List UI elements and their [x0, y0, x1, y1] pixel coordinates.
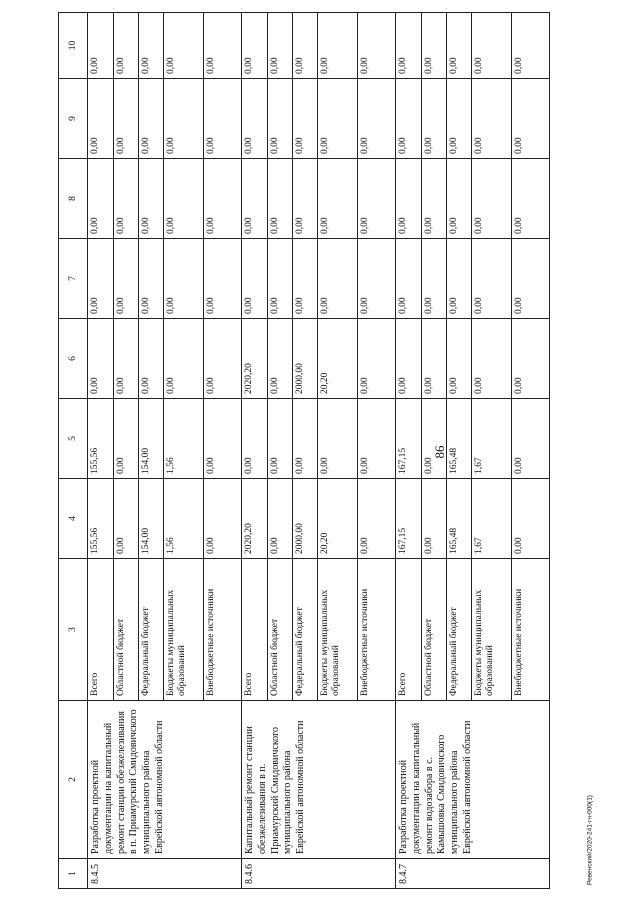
value-cell: 0,00	[447, 159, 472, 239]
value-cell: 0,00	[204, 13, 242, 79]
value-cell: 165,48	[447, 399, 472, 479]
value-cell: 0,00	[512, 239, 550, 319]
item-code: 8.4.5	[88, 859, 242, 889]
value-cell: 0,00	[293, 239, 318, 319]
column-header: 4	[59, 479, 88, 559]
value-cell: 0,00	[318, 159, 358, 239]
column-header: 1	[59, 859, 88, 889]
value-cell: 0,00	[88, 319, 114, 399]
value-cell: 1,56	[164, 399, 204, 479]
table-header-row	[59, 13, 88, 889]
value-cell: 0,00	[268, 159, 293, 239]
value-cell: 0,00	[358, 479, 396, 559]
table-body	[88, 13, 550, 889]
value-cell: 0,00	[422, 13, 447, 79]
value-cell: 0,00	[114, 479, 139, 559]
value-cell: 0,00	[422, 479, 447, 559]
column-header: 7	[59, 239, 88, 319]
value-cell: 155,56	[88, 399, 114, 479]
funding-source: Бюджеты муниципальных образований	[164, 559, 204, 701]
value-cell: 0,00	[396, 79, 422, 159]
value-cell: 0,00	[88, 159, 114, 239]
value-cell: 0,00	[512, 79, 550, 159]
column-header: 10	[59, 13, 88, 79]
value-cell: 0,00	[447, 319, 472, 399]
value-cell: 1,67	[472, 399, 512, 479]
table-container	[58, 13, 532, 889]
funding-source: Всего	[88, 559, 114, 701]
value-cell: 0,00	[164, 159, 204, 239]
value-cell: 0,00	[358, 399, 396, 479]
table-row	[88, 13, 114, 889]
funding-source: Областной бюджет	[114, 559, 139, 701]
value-cell: 0,00	[88, 13, 114, 79]
funding-source: Бюджеты муниципальных образований	[318, 559, 358, 701]
value-cell: 0,00	[422, 399, 447, 479]
value-cell: 0,00	[472, 319, 512, 399]
item-code: 8.4.7	[396, 859, 550, 889]
value-cell: 0,00	[204, 319, 242, 399]
value-cell: 0,00	[318, 239, 358, 319]
value-cell: 0,00	[447, 13, 472, 79]
funding-source: Внебюджетные источники	[358, 559, 396, 701]
column-header: 6	[59, 319, 88, 399]
value-cell: 0,00	[139, 159, 164, 239]
value-cell: 20,20	[318, 319, 358, 399]
value-cell: 0,00	[114, 13, 139, 79]
value-cell: 0,00	[512, 399, 550, 479]
value-cell: 0,00	[242, 399, 268, 479]
funding-source: Федеральный бюджет	[447, 559, 472, 701]
value-cell: 2020,20	[242, 319, 268, 399]
value-cell: 2020,20	[242, 479, 268, 559]
value-cell: 0,00	[358, 79, 396, 159]
value-cell: 0,00	[472, 159, 512, 239]
value-cell: 0,00	[242, 239, 268, 319]
value-cell: 0,00	[242, 13, 268, 79]
funding-source: Внебюджетные источники	[512, 559, 550, 701]
budget-table	[58, 12, 550, 889]
value-cell: 0,00	[164, 319, 204, 399]
funding-source: Бюджеты муниципальных образований	[472, 559, 512, 701]
value-cell: 0,00	[268, 479, 293, 559]
value-cell: 0,00	[114, 239, 139, 319]
item-description: Капитальный ремонт станции обезжелезивания в п. Приамурский Смидовичского муниципального района Еврейской автономной области	[242, 701, 396, 859]
value-cell: 0,00	[472, 79, 512, 159]
item-code: 8.4.6	[242, 859, 396, 889]
funding-source: Всего	[396, 559, 422, 701]
item-description: Разработка проектной документации на капитальный ремонт станции обезжелезивания в п. Приамурский Смидовичского муниципального района Еврейской автономной области	[88, 701, 242, 859]
funding-source: Всего	[242, 559, 268, 701]
value-cell: 155,56	[88, 479, 114, 559]
funding-source: Федеральный бюджет	[293, 559, 318, 701]
value-cell: 0,00	[422, 79, 447, 159]
value-cell: 0,00	[512, 159, 550, 239]
value-cell: 0,00	[358, 13, 396, 79]
column-header: 2	[59, 701, 88, 859]
value-cell: 0,00	[268, 319, 293, 399]
value-cell: 0,00	[268, 13, 293, 79]
value-cell: 1,67	[472, 479, 512, 559]
value-cell: 0,00	[472, 13, 512, 79]
value-cell: 167,15	[396, 479, 422, 559]
value-cell: 0,00	[139, 13, 164, 79]
value-cell: 0,00	[472, 239, 512, 319]
value-cell: 0,00	[164, 13, 204, 79]
value-cell: 165,48	[447, 479, 472, 559]
value-cell: 0,00	[447, 239, 472, 319]
value-cell: 154,00	[139, 399, 164, 479]
column-header: 9	[59, 79, 88, 159]
page-number: 86	[432, 445, 447, 459]
value-cell: 0,00	[358, 239, 396, 319]
column-header: 3	[59, 559, 88, 701]
value-cell: 0,00	[293, 79, 318, 159]
value-cell: 0,00	[422, 319, 447, 399]
value-cell: 1,56	[164, 479, 204, 559]
value-cell: 0,00	[512, 479, 550, 559]
value-cell: 0,00	[318, 79, 358, 159]
value-cell: 0,00	[88, 79, 114, 159]
value-cell: 0,00	[204, 79, 242, 159]
value-cell: 154,00	[139, 479, 164, 559]
value-cell: 0,00	[396, 239, 422, 319]
value-cell: 0,00	[268, 239, 293, 319]
column-header: 8	[59, 159, 88, 239]
value-cell: 0,00	[318, 399, 358, 479]
value-cell: 2000,00	[293, 479, 318, 559]
value-cell: 0,00	[164, 239, 204, 319]
value-cell: 0,00	[422, 239, 447, 319]
value-cell: 0,00	[447, 79, 472, 159]
value-cell: 0,00	[204, 479, 242, 559]
value-cell: 0,00	[204, 239, 242, 319]
value-cell: 0,00	[512, 13, 550, 79]
funding-source: Внебюджетные источники	[204, 559, 242, 701]
value-cell: 0,00	[88, 239, 114, 319]
value-cell: 167,15	[396, 399, 422, 479]
value-cell: 20,20	[318, 479, 358, 559]
value-cell: 0,00	[114, 399, 139, 479]
funding-source: Областной бюджет	[268, 559, 293, 701]
funding-source: Федеральный бюджет	[139, 559, 164, 701]
value-cell: 0,00	[293, 159, 318, 239]
value-cell: 2000,00	[293, 319, 318, 399]
value-cell: 0,00	[114, 79, 139, 159]
value-cell: 0,00	[114, 159, 139, 239]
value-cell: 0,00	[422, 159, 447, 239]
value-cell: 0,00	[512, 319, 550, 399]
value-cell: 0,00	[164, 79, 204, 159]
value-cell: 0,00	[268, 399, 293, 479]
value-cell: 0,00	[242, 159, 268, 239]
table-row	[242, 13, 268, 889]
column-header: 5	[59, 399, 88, 479]
value-cell: 0,00	[242, 79, 268, 159]
value-cell: 0,00	[139, 239, 164, 319]
funding-source: Областной бюджет	[422, 559, 447, 701]
value-cell: 0,00	[318, 13, 358, 79]
value-cell: 0,00	[139, 79, 164, 159]
value-cell: 0,00	[204, 159, 242, 239]
value-cell: 0,00	[293, 399, 318, 479]
value-cell: 0,00	[139, 319, 164, 399]
value-cell: 0,00	[396, 159, 422, 239]
item-description: Разработка проектной документации на капитальный ремонт водозабора в с. Камышовка Смидовичского муниципального района Еврейской автономной области	[396, 701, 550, 859]
value-cell: 0,00	[358, 319, 396, 399]
value-cell: 0,00	[204, 399, 242, 479]
value-cell: 0,00	[396, 13, 422, 79]
value-cell: 0,00	[114, 319, 139, 399]
value-cell: 0,00	[293, 13, 318, 79]
table-row	[396, 13, 422, 889]
footer-stamp: Ревенский/2020-241-гн-000(1)	[586, 795, 594, 885]
value-cell: 0,00	[268, 79, 293, 159]
value-cell: 0,00	[358, 159, 396, 239]
value-cell: 0,00	[396, 319, 422, 399]
